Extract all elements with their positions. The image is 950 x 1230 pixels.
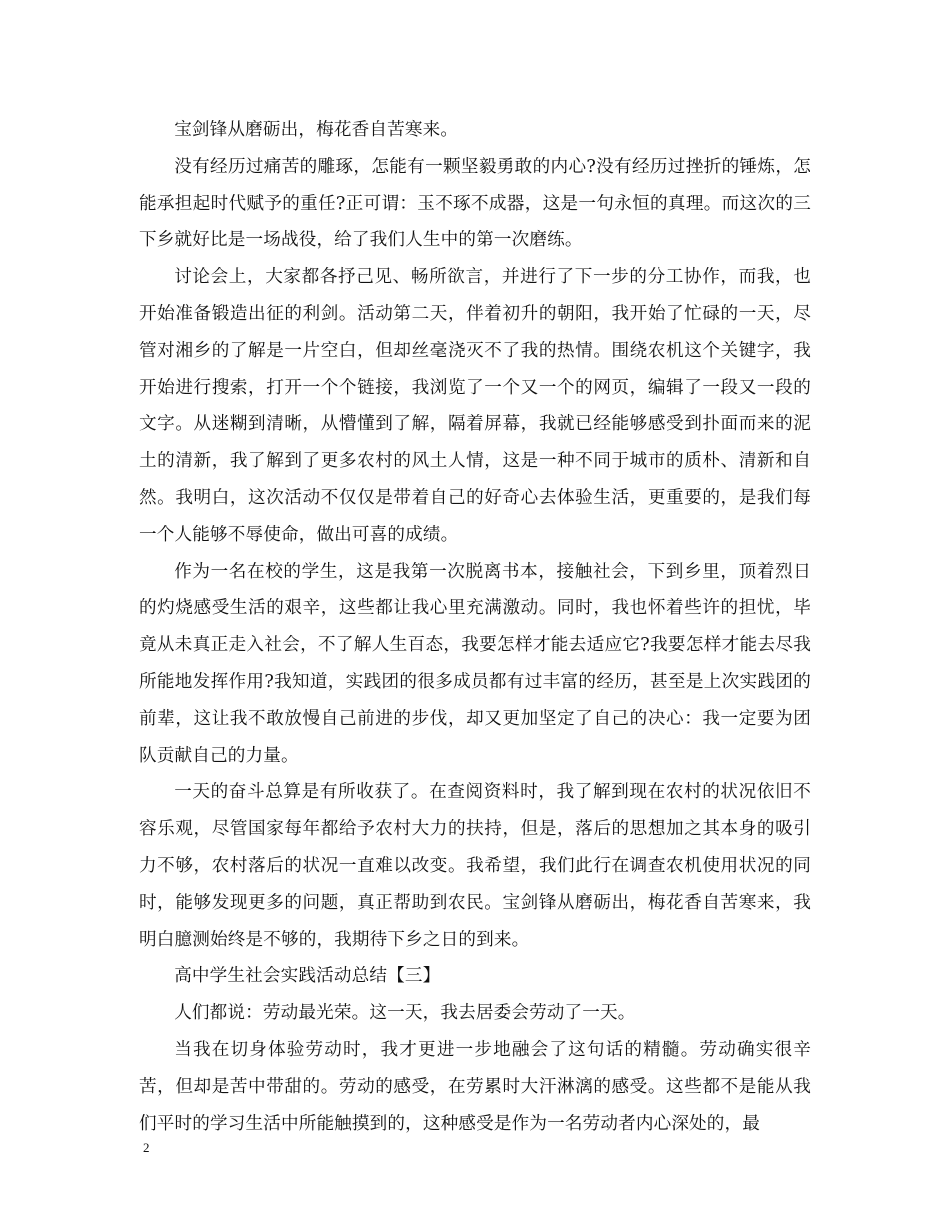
paragraph-hardship: 没有经历过痛苦的雕琢，怎能有一颗坚毅勇敢的内心?没有经历过挫折的锤炼，怎能承担起时代赋予的重任?正可谓：玉不琢不成器，这是一句永恒的真理。而这次的三下乡就好比是一场战役，给了我们人生中的第一次磨练。 [139,156,811,251]
paragraph-day-result: 一天的奋斗总算是有所收获了。在查阅资料时，我了解到现在农村的状况依旧不容乐观，尽管国家每年都给予农村大力的扶持，但是，落后的思想加之其本身的吸引力不够，农村落后的状况一直难以改变。我希望，我们此行在调查农机使用状况的同时，能够发现更多的问题，真正帮助到农民。宝剑锋从磨砺出，梅花香自苦寒来，我明白臆测始终是不够的，我期待下乡之日的到来。 [139,782,811,950]
paragraph-labor-feeling: 当我在切身体验劳动时，我才更进一步地融会了这句话的精髓。劳动确实很辛苦，但却是苦中带甜的。劳动的感受，在劳累时大汗淋漓的感受。这些都不是能从我们平时的学习生活中所能触摸到的，这种感受是作为一名劳动者内心深处的，最 [139,1039,811,1134]
paragraph-student-experience: 作为一名在校的学生，这是我第一次脱离书本，接触社会，下到乡里，顶着烈日的灼烧感受生活的艰辛，这些都让我心里充满激动。同时，我也怀着些许的担忧，毕竟从未真正走入社会，不了解人生百态，我要怎样才能去适应它?我要怎样才能去尽我所能地发挥作用?我知道，实践团的很多成员都有过丰富的经历，甚至是上次实践团的前辈，这让我不敢放慢自己前进的步伐，却又更加坚定了自己的决心：我一定要为团队贡献自己的力量。 [139,561,811,766]
page-number: 2 [143,1140,150,1155]
paragraph-opening-proverb: 宝剑锋从磨砺出，梅花香自苦寒来。 [174,120,459,140]
document-body [139,112,811,1142]
paragraph-discussion: 讨论会上，大家都各抒己见、畅所欲言，并进行了下一步的分工协作，而我，也开始准备锻造出征的利剑。活动第二天，伴着初升的朝阳，我开始了忙碌的一天，尽管对湘乡的了解是一片空白，但却丝毫浇灭不了我的热情。围绕农机这个关键字，我开始进行搜索，打开一个个链接，我浏览了一个又一个的网页，编辑了一段又一段的文字。从迷糊到清晰，从懵懂到了解，隔着屏幕，我就已经能够感受到扑面而来的泥土的清新，我了解到了更多农村的风土人情，这是一种不同于城市的质朴、清新和自然。我明白，这次活动不仅仅是带着自己的好奇心去体验生活，更重要的，是我们每一个人能够不辱使命，做出可喜的成绩。 [139,267,811,545]
paragraph-labor-intro: 人们都说：劳动最光荣。这一天，我去居委会劳动了一天。 [174,1003,636,1024]
section-heading: 高中学生社会实践活动总结【三】 [174,966,441,987]
